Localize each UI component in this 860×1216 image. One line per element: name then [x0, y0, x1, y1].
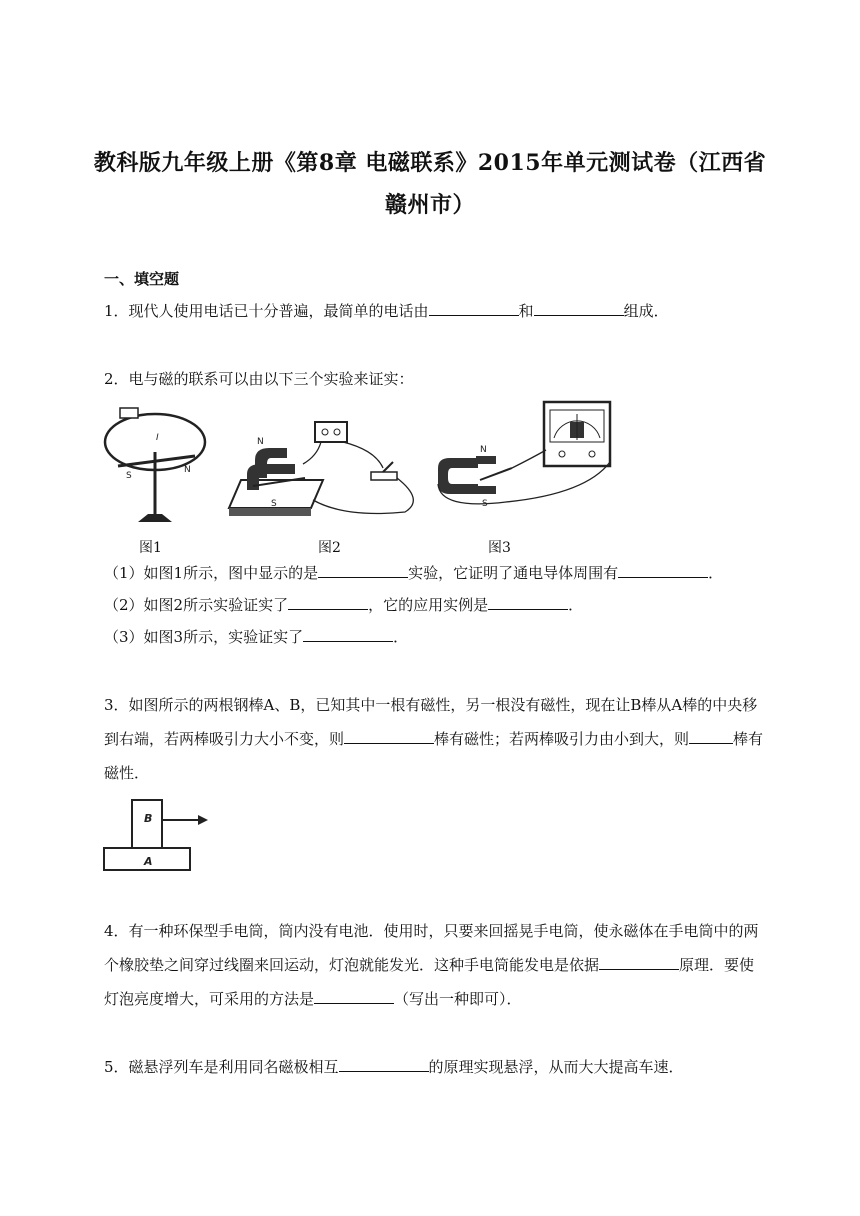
q3-text-a: 3．如图所示的两根钢棒A、B，已知其中一根有磁性，另一根没有磁性，现在让B棒从A棒的中央移到右端，若两棒吸引力大小不变，则 [104, 696, 758, 748]
page-title-line1: 教科版九年级上册《第8章 电磁联系》2015年单元测试卷（江西省 [93, 150, 767, 176]
q4-blank-2[interactable] [314, 989, 394, 1004]
fig1-letter-i: I [156, 433, 159, 443]
q2-sub3-blank-1[interactable] [303, 627, 393, 642]
q2-sub2-text-c: ． [568, 596, 584, 614]
q1-blank-1[interactable] [429, 301, 519, 316]
page-title-line2: 赣州市） [384, 192, 475, 218]
q2-sub2-blank-1[interactable] [288, 595, 368, 610]
q2-sub3-text-b: ． [393, 628, 409, 646]
section-heading: 一、填空题 [104, 270, 180, 288]
question-1 [104, 294, 764, 328]
figure-2-motor-experiment [225, 420, 435, 520]
figure-3-label: 图3 [488, 540, 511, 556]
q1-blank-2[interactable] [534, 301, 624, 316]
q3-text-c: 棒有磁性． [104, 730, 764, 782]
q2-sub1-text-b: 实验，它证明了通电导体周围有 [408, 564, 619, 582]
q4-text-b: 原理．要使灯泡亮度增大，可采用的方法是 [104, 956, 755, 1008]
q4-blank-1[interactable] [599, 955, 679, 970]
q2-sub2-blank-2[interactable] [488, 595, 568, 610]
q1-text-c: 组成． [623, 302, 669, 320]
fig3-letter-s: S [482, 499, 488, 509]
fig2-letter-s: S [271, 499, 277, 509]
q5-text-a: 5．磁悬浮列车是利用同名磁极相互 [104, 1058, 339, 1076]
q2-sub3-text-a: （3）如图3所示，实验证实了 [104, 628, 304, 646]
question-2-sub-1 [104, 556, 764, 590]
q3-blank-1[interactable] [344, 729, 434, 744]
q2-text: 2．电与磁的联系可以由以下三个实验来证实： [104, 370, 414, 388]
question-5 [104, 1050, 764, 1084]
q2-sub1-text-c: ． [708, 564, 724, 582]
q1-text-b: 和 [518, 302, 534, 320]
fig3-letter-n: N [480, 445, 487, 455]
q2-sub1-blank-1[interactable] [318, 563, 408, 578]
q5-text-b: 的原理实现悬浮，从而大大提高车速． [428, 1058, 684, 1076]
rod-a-label: A [144, 855, 153, 868]
q2-sub2-text-a: （2）如图2所示实验证实了 [104, 596, 289, 614]
fig1-letter-n: N [184, 465, 191, 475]
q3-text-b: 棒有磁性；若两棒吸引力由小到大，则 [434, 730, 690, 748]
figure-1-label: 图1 [139, 540, 162, 556]
q2-sub1-blank-2[interactable] [618, 563, 708, 578]
q5-blank-1[interactable] [339, 1057, 429, 1072]
q3-blank-2[interactable] [689, 729, 733, 744]
figure-2-label: 图2 [318, 540, 341, 556]
question-2 [104, 362, 764, 396]
question-2-sub-3 [104, 620, 764, 654]
q4-text-c: （写出一种即可）． [394, 990, 522, 1008]
figure-rods-a-b [100, 796, 220, 876]
fig2-letter-n: N [257, 437, 264, 447]
fig1-letter-s: S [126, 471, 132, 481]
question-4 [104, 914, 764, 1016]
q2-sub1-text-a: （1）如图1所示，图中显示的是 [104, 564, 319, 582]
q1-text-a: 1．现代人使用电话已十分普遍，最简单的电话由 [104, 302, 429, 320]
question-2-sub-2 [104, 588, 764, 622]
rod-b-label: B [144, 812, 153, 825]
q2-sub2-text-b: ，它的应用实例是 [368, 596, 489, 614]
question-3 [104, 688, 764, 790]
figure-1-oersted-experiment [100, 400, 210, 530]
figure-3-induction-experiment [436, 398, 616, 510]
q4-text-a: 4．有一种环保型手电筒，筒内没有电池．使用时，只要来回摇晃手电筒，使永磁体在手电筒中的两个橡胶垫之间穿过线圈来回运动，灯泡就能发光．这种手电筒能发电是依据 [104, 922, 759, 974]
